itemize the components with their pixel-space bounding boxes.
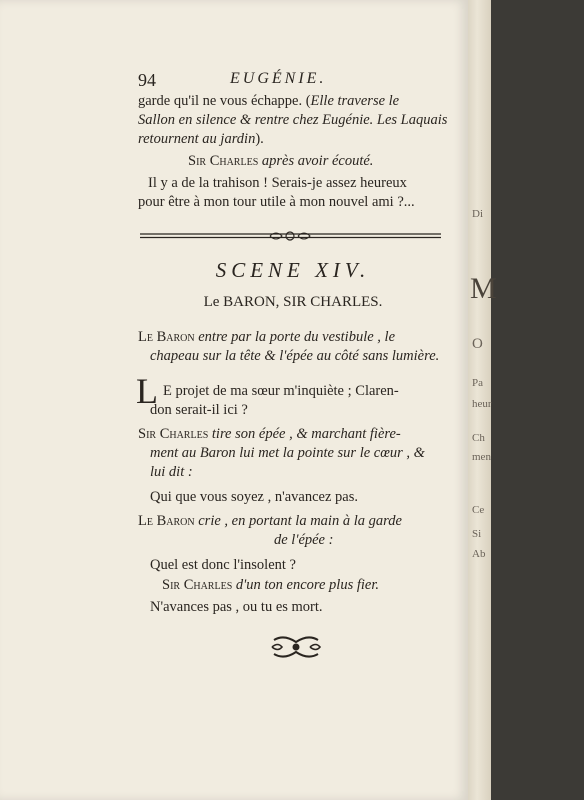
scene-characters: Le BARON, SIR CHARLES. [203,294,383,310]
line-text: don serait-il ici ? [150,402,248,418]
stage-text: d'un ton encore plus fier. [235,577,380,593]
stage-text: ment au Baron lui met la pointe sur le cœur , & [150,445,425,461]
stage-direction [162,576,472,594]
text-line [138,111,448,129]
running-head: EUGÉNIE. [230,70,327,87]
stage-text: crie , en portant la main à la garde [198,513,402,529]
stage-direction [138,328,448,346]
edge-fragment: Si [472,528,482,540]
ornament-rule [138,230,443,242]
speech-line [148,174,458,192]
stage-direction [150,463,460,481]
speech-line [150,401,460,419]
text-line [138,130,448,148]
line-italic: retournent au jardin [138,131,256,147]
stage-direction [188,152,498,170]
stage-text: chapeau sur la tête & l'épée au côté sans lumière. [150,348,440,364]
speaker-name: Le Baron [138,329,195,345]
scene-title: SCENE XIV. [215,258,371,282]
speaker-name: Sir Charles [188,153,259,169]
end-ornament [268,632,324,662]
stage-direction [138,425,448,443]
text-line [138,92,448,110]
stage-text: tire son épée , & marchant fière- [211,426,401,442]
edge-fragment: Ab [472,548,486,560]
edge-fragment: O [472,336,483,352]
line-text: garde qu'il ne vous échappe. ( [138,93,311,109]
speech-line [150,556,460,574]
line-text: ). [255,131,264,147]
line-text: E projet de ma sœur m'inquiète ; Claren- [163,383,399,399]
speech-line [150,598,460,616]
page-header [138,70,448,92]
line-text: N'avances pas , ou tu es mort. [150,599,323,615]
speaker-name: Sir Charles [162,577,233,593]
line-text: Il y a de la trahison ! Serais-je assez heureux [148,175,407,191]
line-text: Quel est donc l'insolent ? [150,557,296,573]
edge-fragment: men [472,451,491,463]
edge-fragment: M [470,272,497,305]
stage-text: de l'épée : [274,532,334,548]
line-text: pour être à mon tour utile à mon nouvel ami ?... [138,194,415,210]
speaker-name: Le Baron [138,513,195,529]
line-italic: Elle traverse le [310,93,400,109]
stage-text: lui dit : [150,464,193,480]
next-page-edge [468,0,497,800]
stage-direction [138,512,448,530]
page-number: 94 [138,70,156,90]
line-text: Qui que vous soyez , n'avancez pas. [150,489,358,505]
edge-fragment: Ce [472,504,485,516]
stage-text: après avoir écouté. [261,153,374,169]
edge-fragment: heur [472,398,492,410]
stage-direction [150,444,460,462]
stage-direction [274,531,584,549]
edge-fragment: Pa [472,377,483,389]
speaker-name: Sir Charles [138,426,209,442]
edge-fragment: Ch [472,432,485,444]
drop-cap: L [136,371,158,411]
edge-fragment: Di [472,208,483,220]
speech-line [150,488,460,506]
stage-direction [150,347,460,365]
speech-line [138,193,448,211]
line-italic: Sallon en silence & rentre chez Eugénie. Les Laquais [138,112,448,128]
stage-text: entre par la porte du vestibule , le [198,329,396,345]
